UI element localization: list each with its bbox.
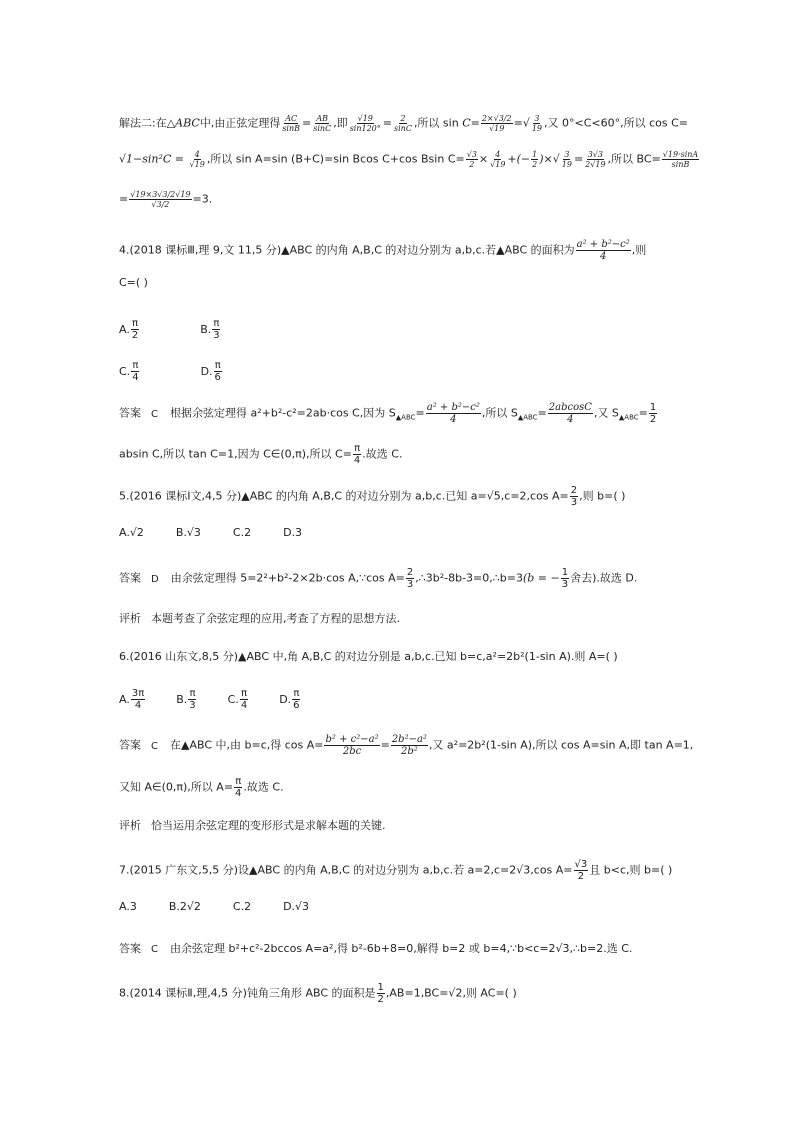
option-b[interactable]: B. $\frac{\pi}{3}$ (176, 688, 196, 711)
text: .故选 C. (243, 780, 284, 794)
option-c[interactable]: C. $\frac{\pi}{4}$ (227, 688, 248, 711)
option-a[interactable]: A.√2 (119, 526, 144, 539)
fraction: $\frac{AB}{\sin C}$ (313, 114, 332, 133)
comment-text: 恰当运用余弦定理的变形形式是求解本题的关键. (151, 819, 386, 832)
q6-answer: 答案 C 在▲ABC 中,由 b=c,得 cos A= $\frac{\text{b² + c²−a²}}{2bc}$ = $\frac{\text{2b²−a²}}{\text{2b²}}$ ,又 a²=2b²(1-sin A),所以 cos A=sin A,即 tan A=1, (119, 734, 694, 757)
option-c[interactable]: C.2 (232, 526, 252, 539)
q5-comment (119, 612, 400, 626)
fraction: $\frac{4}{√19}$ (490, 150, 506, 169)
q7-stem (119, 859, 672, 882)
option-d[interactable]: D.√3 (283, 900, 310, 913)
q6-options (119, 688, 302, 711)
q4-stem (119, 239, 646, 262)
math-text: △ABC (166, 116, 200, 130)
fraction: $\frac{\pi}{3}$ (189, 688, 196, 711)
q5-options (119, 526, 302, 540)
math-text: √1−sin²C (119, 152, 172, 166)
solution2-line3: = $\frac{√19\times 3√3/2√19}{√3/2}$ =3. (119, 190, 213, 209)
text: 由余弦定理得 5=2²+b²-2×2b·cos A,∵cos A= (170, 571, 405, 585)
fraction: $\frac{3\pi}{4}$ (131, 688, 145, 711)
text: 由余弦定理 b²+c²-2bccos A=a²,得 b²-6b+8=0,解得 b=2 或 b=4,∵b<c=2√3,∴b=2.选 C. (169, 942, 633, 955)
option-b[interactable]: B.√3 (175, 526, 201, 539)
text: ,又 a²=2b²(1-sin A),所以 cos A=sin A,即 tan A=1, (428, 738, 694, 752)
option-b[interactable]: B. $\frac{\pi}{3}$ (200, 318, 220, 341)
solution2-line2: √1−sin²C = $\frac{4}{√19}$ ,所以 sin A=sin (B+C)=sin Bcos C+cos Bsin C= $\frac{√3}{2}$ × $\frac{4}{√19}$ +(− $\frac{1}{2}$ )×√ $\frac{3}{19}$ = $\frac{3√3}{2√19}$ ,所以 BC= $\frac{√19\cdot\sin A}{\sin B}$ (119, 150, 699, 169)
fraction: $\frac{\pi}{6}$ (214, 360, 221, 383)
text: ,所以 sin (413, 116, 463, 130)
fraction: $\frac{3}{19}$ (531, 114, 543, 133)
fraction: $\frac{\pi}{6}$ (293, 688, 300, 711)
answer-letter: C (151, 944, 158, 955)
fraction: $\frac{1}{2}$ (532, 150, 538, 169)
text: =3. (192, 192, 213, 206)
q7-answer (119, 942, 632, 957)
fraction: $\frac{1}{3}$ (561, 567, 569, 590)
option-a[interactable]: A.3 (119, 900, 137, 913)
text: 又知 A∈(0,π),所以 A= (119, 780, 234, 794)
fraction: $\frac{3}{19}$ (561, 150, 572, 169)
q8-stem (119, 982, 517, 1005)
fraction: $\frac{\pi}{4}$ (132, 360, 139, 383)
option-a[interactable]: A. $\frac{\pi}{2}$ (119, 318, 139, 341)
option-b[interactable]: B.2√2 (168, 900, 201, 913)
fraction: $\frac{2}{3}$ (570, 485, 578, 508)
fraction: $\frac{4}{√19}$ (189, 150, 205, 169)
q6-comment (119, 819, 386, 833)
question-text: 5.(2016 课标Ⅰ文,4,5 分)▲ABC 的内角 A,B,C 的对边分别为 a,b,c.已知 a=√5,c=2,cos A= (119, 489, 569, 503)
answer-label: 答案 (119, 942, 141, 955)
answer-label: 答案 (119, 406, 141, 420)
answer-letter: C (151, 408, 158, 420)
q6-answer-cont (119, 776, 284, 799)
fraction: $\frac{\text{a² + b²−c²}}{4}$ (576, 239, 630, 262)
text: .故选 C. (362, 447, 403, 461)
question-text: 6.(2016 山东文,8,5 分)▲ABC 中,角 A,B,C 的对边分别是 a,b,c.已知 b=c,a²=2b²(1-sin A).则 A=( ) (119, 650, 618, 663)
option-d[interactable]: D.3 (283, 526, 303, 539)
text: ,AB=1,BC=√2,则 AC=( ) (385, 986, 517, 1000)
fraction: $\frac{2\times√3/2}{√19}$ (481, 114, 512, 133)
q4-options-row2 (119, 360, 223, 383)
text: ,所以 BC= (607, 152, 661, 166)
option-a[interactable]: A. $\frac{3\pi}{4}$ (119, 688, 145, 711)
text: 中,由正弦定理得 (199, 116, 281, 130)
fraction: $\frac{\pi}{4}$ (235, 776, 242, 799)
text: = (171, 152, 188, 166)
answer-label: 答案 (119, 571, 141, 585)
text: ,即 (333, 116, 348, 130)
q5-stem (119, 485, 625, 508)
q4-answer-cont (119, 443, 402, 466)
fraction: $\frac{\text{a² + b²−c²}}{4}$ (426, 402, 480, 425)
option-c[interactable]: C. $\frac{\pi}{4}$ (119, 360, 139, 383)
option-d[interactable]: D. $\frac{\pi}{6}$ (200, 360, 221, 383)
fraction: $\frac{2}{3}$ (406, 567, 414, 590)
q4-stem-cont (119, 276, 148, 290)
solution2-line1: 解法二:在△ABC中,由正弦定理得 $\frac{AC}{\sin B}$ = $\frac{AB}{\sin C}$ ,即 $\frac{√19}{\sin 120^\circ}$ = $\frac{2}{\sin C}$ ,所以 sin C= $\frac{2\times√3/2}{√19}$ =√ $\frac{3}{19}$ ,又 0°<C<60°,所以 cos C= (119, 114, 689, 133)
fraction: $\frac{\pi}{4}$ (353, 443, 361, 466)
question-text: 8.(2014 课标Ⅱ,理,4,5 分)钝角三角形 ABC 的面积是 (119, 986, 376, 1000)
text: ,则 b=( ) (579, 489, 626, 503)
q6-stem (119, 650, 618, 664)
text: ,又 0°<C<60°,所以 cos C= (544, 116, 689, 130)
fraction: $\frac{2}{\sin C}$ (394, 114, 412, 133)
comment-label: 评析 (119, 612, 141, 625)
fraction: $\frac{1}{2}$ (377, 982, 384, 1005)
fraction: $\frac{√19\cdot\sin A}{\sin B}$ (662, 150, 699, 169)
fraction: $\frac{√3}{2}$ (466, 150, 477, 169)
text: 在▲ABC 中,由 b=c,得 cos A= (169, 738, 324, 752)
fraction: $\frac{\pi}{2}$ (131, 318, 139, 341)
text: ,∴3b²-8b-3=0,∴b=3 (415, 571, 523, 585)
fraction: $\frac{\text{b² + c²−a²}}{2bc}$ (325, 734, 379, 757)
fraction: $\frac{\pi}{3}$ (213, 318, 220, 341)
fraction: $\frac{\pi}{4}$ (240, 688, 248, 711)
fraction: $\frac{3√3}{2√19}$ (585, 150, 606, 169)
text: 根据余弦定理得 a²+b²-c²=2ab·cos C,因为 S (169, 406, 396, 420)
option-d[interactable]: D. $\frac{\pi}{6}$ (279, 688, 300, 711)
text: ,所以 sin A=sin (B+C)=sin Bcos C+cos Bsin C= (206, 152, 465, 166)
answer-letter: D (151, 573, 159, 585)
fraction: $\frac{1}{2}$ (649, 402, 657, 425)
question-text: 7.(2015 广东文,5,5 分)设▲ABC 的内角 A,B,C 的对边分别为 a,b,c.若 a=2,c=2√3,cos A= (119, 863, 573, 877)
q5-answer: 答案 D 由余弦定理得 5=2²+b²-2×2b·cos A,∵cos A= $\frac{2}{3}$ ,∴3b²-8b-3=0,∴b=3(b = − $\frac{1}{3}$ 舍去).故选 D. (119, 567, 638, 590)
question-text: C=( ) (119, 276, 148, 289)
answer-label: 答案 (119, 738, 141, 752)
q7-options (119, 900, 309, 914)
option-c[interactable]: C.2 (232, 900, 252, 913)
text: ,则 (631, 243, 647, 257)
text: 解法二:在 (119, 116, 167, 130)
text: absin C,所以 tan C=1,因为 C∈(0,π),所以 C= (119, 447, 352, 461)
question-text: 4.(2018 课标Ⅲ,理 9,文 11,5 分)▲ABC 的内角 A,B,C 的对边分别为 a,b,c.若▲ABC 的面积为 (119, 243, 575, 257)
fraction: $\frac{√19}{\sin 120^\circ}$ (349, 114, 381, 133)
q4-answer: 答案 C 根据余弦定理得 a²+b²-c²=2ab·cos C,因为 $S_{▲ABC}=$ $\frac{\text{a² + b²−c²}}{4}$ ,所以 $S_{▲ABC}=$ $\frac{2abcosC}{4}$ ,又 $S_{▲ABC}=$ $\frac{1}{2}$ (119, 402, 657, 425)
fraction: $\frac{\text{2b²−a²}}{\text{2b²}}$ (391, 734, 427, 757)
fraction: $\frac{√19\times 3√3/2√19}{√3/2}$ (130, 190, 191, 209)
fraction: $\frac{√3}{2}$ (574, 859, 588, 882)
fraction: $\frac{2abcosC}{4}$ (548, 402, 592, 425)
q4-options-row1 (119, 318, 222, 341)
text: 且 b<c,则 b=( ) (589, 863, 673, 877)
fraction: $\frac{AC}{\sin B}$ (282, 114, 301, 133)
comment-text: 本题考查了余弦定理的应用,考查了方程的思想方法. (151, 612, 400, 625)
answer-letter: C (151, 740, 158, 752)
comment-label: 评析 (119, 819, 141, 832)
math-text: C= (462, 116, 480, 130)
